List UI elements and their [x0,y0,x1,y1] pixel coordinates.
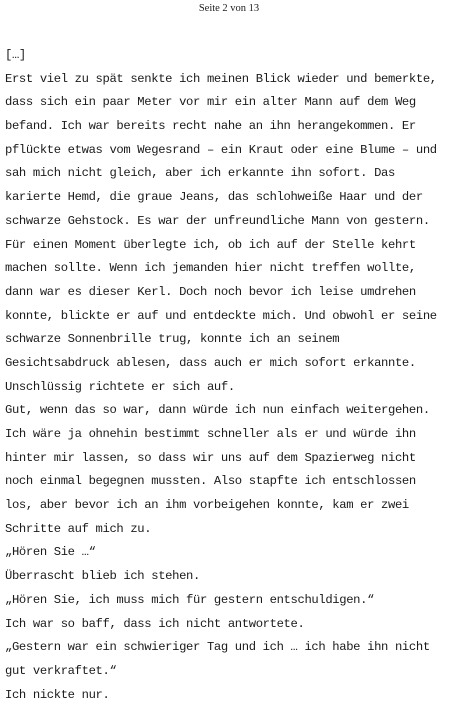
text-line: Unschlüssig richtete er sich auf. [5,379,235,394]
text-line: schwarze Gehstock. Es war der unfreundliche Mann von gestern. [5,213,430,228]
text-line: Gut, wenn das so war, dann würde ich nun einfach weitergehen. [5,403,430,418]
text-line: Gesichtsabdruck ablesen, dass auch er mich sofort erkannte. [5,355,416,370]
text-line: „Gestern war ein schwieriger Tag und ich … ich habe ihn nicht [5,640,430,655]
text-line: konnte, blickte er auf und entdeckte mich. Und obwohl er seine [5,308,437,323]
text-line: befand. Ich war bereits recht nahe an ihn herangekommen. Er [5,119,416,134]
text-line: Erst viel zu spät senkte ich meinen Blick wieder und bemerkte, [5,71,437,86]
text-line: pflückte etwas vom Wegesrand – ein Kraut oder eine Blume – und [5,142,437,157]
text-line: gut verkraftet.“ [5,663,117,678]
text-line: Ich war so baff, dass ich nicht antwortete. [5,616,305,631]
text-line: dass sich ein paar Meter vor mir ein alter Mann auf dem Weg [5,95,416,110]
text-line: Ich wäre ja ohnehin bestimmt schneller als er und würde ihn [5,427,416,441]
text-line: machen sollte. Wenn ich jemanden hier nicht treffen wollte, [5,261,416,276]
text-line: […] [5,48,26,62]
text-line: los, aber bevor ich an ihm vorbeigehen konnte, kam er zwei [5,498,409,513]
text-line: noch einmal begegnen mussten. Also stapfte ich entschlossen [5,474,416,489]
text-line: sah mich nicht gleich, aber ich erkannte ihn sofort. Das [5,166,395,181]
document-body [5,44,455,707]
text-line: Ich nickte nur. [5,687,110,702]
text-line: „Hören Sie, ich muss mich für gestern entschuldigen.“ [5,592,375,607]
text-line: Schritte auf mich zu. [5,521,152,536]
text-line: hinter mir lassen, so dass wir uns auf dem Spazierweg nicht [5,450,416,465]
text-line: karierte Hemd, die graue Jeans, das schlohweiße Haar und der [5,190,423,205]
text-line: Überrascht blieb ich stehen. [5,569,200,584]
text-line: dann war es dieser Kerl. Doch noch bevor ich leise umdrehen [5,284,416,299]
page-number-header: Seite 2 von 13 [198,3,260,14]
text-line: Für einen Moment überlegte ich, ob ich auf der Stelle kehrt [5,237,416,252]
text-line: schwarze Sonnenbrille trug, konnte ich an seinem [5,332,340,347]
text-line: „Hören Sie …“ [5,545,96,560]
